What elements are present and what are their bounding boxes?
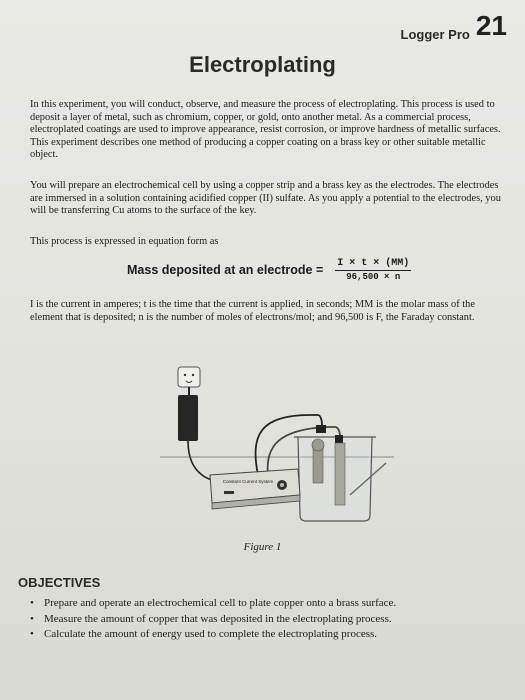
- page-number: 21: [475, 10, 507, 41]
- copper-strip-electrode: [335, 443, 345, 505]
- objective-text: Measure the amount of copper that was deposited in the electroplating process.: [44, 612, 392, 625]
- equation-fraction: [335, 258, 411, 282]
- list-item: [30, 612, 396, 628]
- bullet-icon: •: [30, 597, 34, 609]
- variables-paragraph: I is the current in amperes; t is the time that the current is applied, in seconds; MM is the molar mass of the element that is deposited; n is the number of moles of electrons/mol; and 96,500 is F, the Faraday constant.: [30, 299, 475, 323]
- objectives-heading: OBJECTIVES: [18, 575, 101, 590]
- page-header: [401, 10, 508, 42]
- electroplating-apparatus-figure: [150, 345, 400, 535]
- page-title: Electroplating: [189, 52, 336, 77]
- constant-current-device-icon: [210, 469, 300, 509]
- bullet-icon: •: [30, 628, 34, 640]
- mass-equation: [127, 258, 411, 282]
- list-item: [30, 596, 396, 612]
- list-item: [30, 627, 396, 643]
- svg-text:Constant Current System: Constant Current System: [222, 479, 274, 484]
- figure-caption: Figure 1: [243, 541, 282, 553]
- equation-numerator: I × t × (MM): [337, 258, 410, 269]
- header-brand: Logger Pro: [400, 27, 470, 42]
- process-paragraph: This process is expressed in equation form as: [30, 236, 219, 247]
- objective-text: Prepare and operate an electrochemical cell to plate copper onto a brass surface.: [44, 597, 397, 609]
- objective-text: Calculate the amount of energy used to complete the electroplating process.: [44, 628, 378, 640]
- wall-outlet-icon: [178, 367, 200, 387]
- power-adapter-icon: [178, 395, 198, 441]
- intro-paragraph: In this experiment, you will conduct, observe, and measure the process of electroplating. This process is used to deposit a layer of metal, such as chromium, copper, or gold, onto another metal. As a commercial process, electroplated coatings are used to improve appearance, resist corrosion, or improve hardness of metallic surfaces. This experiment describes one method of producing a copper coating on a brass key or other suitable metallic object.: [30, 99, 501, 161]
- objectives-list: [30, 596, 396, 643]
- equation-lhs: Mass deposited at an electrode =: [127, 263, 324, 277]
- bullet-icon: •: [30, 612, 34, 625]
- equation-denominator: 96,500 × n: [346, 272, 401, 282]
- cell-paragraph: You will prepare an electrochemical cell by using a copper strip and a brass key as the electrodes. The electrodes are immersed in a solution containing acidified copper (II) sulfate. As you apply a potential to the electrodes, you will be transferring Cu atoms to the surface of the key.: [30, 180, 501, 217]
